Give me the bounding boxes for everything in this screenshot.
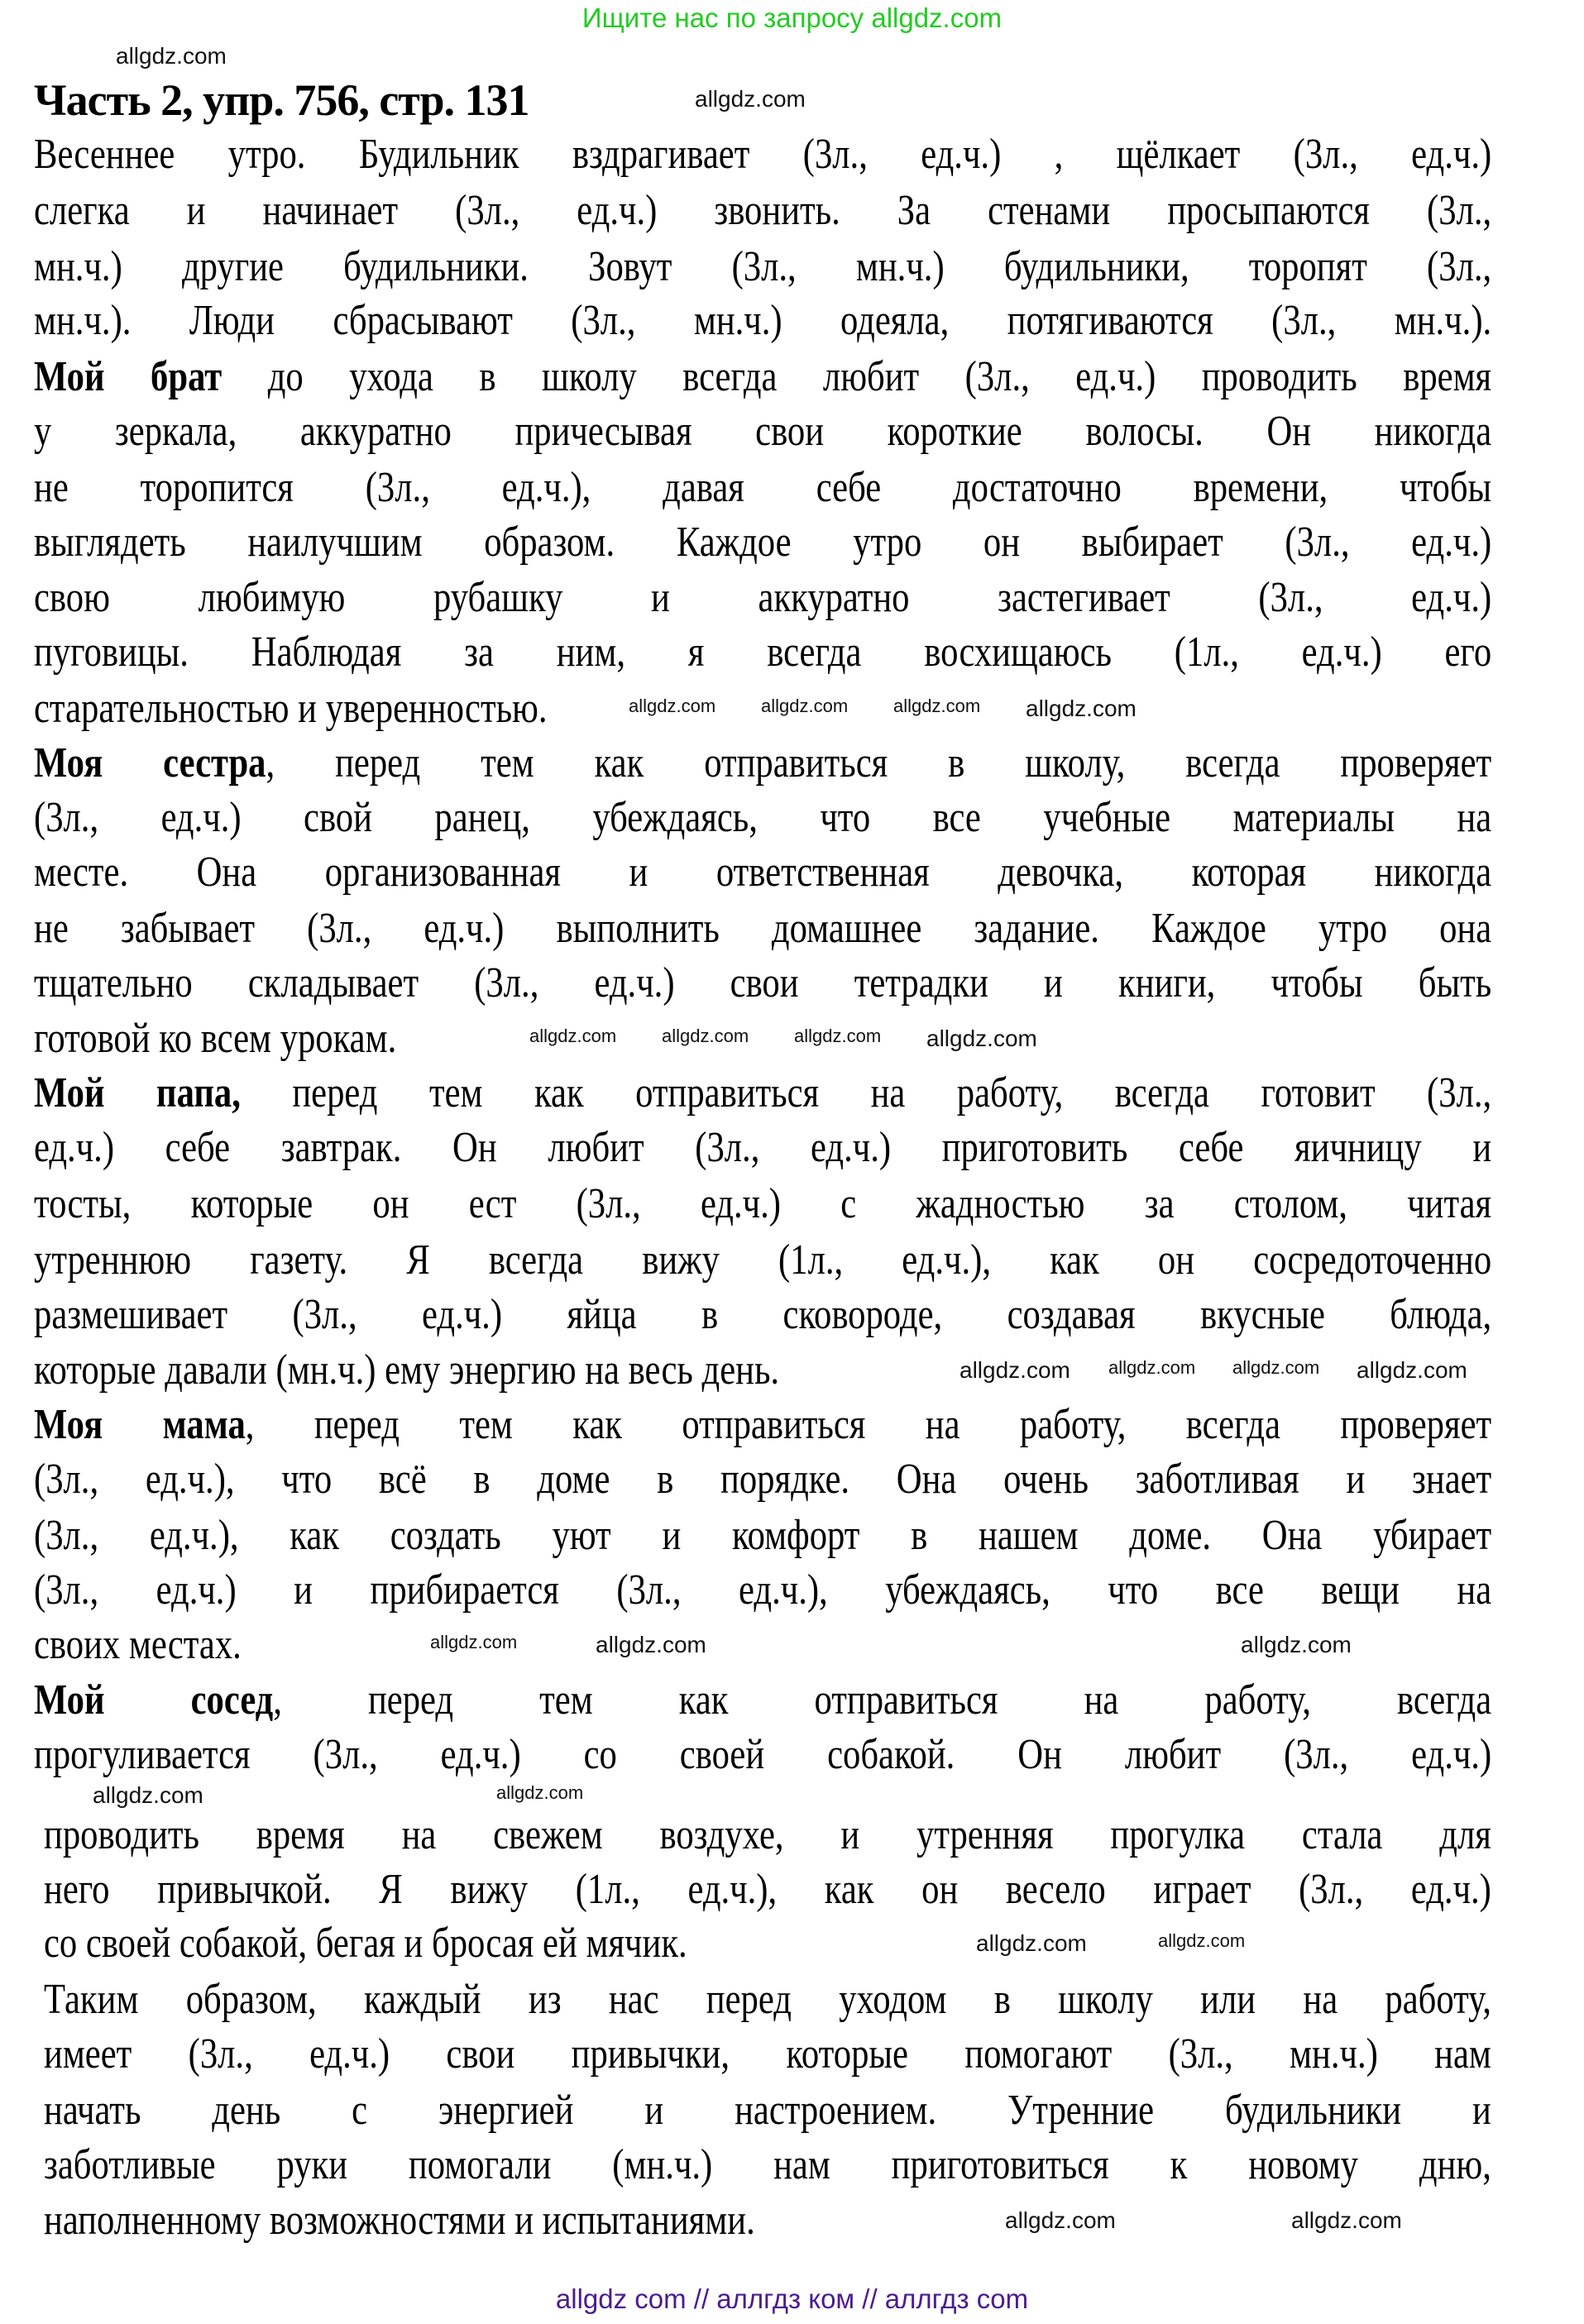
text-line xyxy=(34,1179,1491,1229)
text-line xyxy=(34,186,1491,236)
text-line xyxy=(34,1123,1491,1173)
line-text: месте. Она организованная и ответственная девочка, которая никогда xyxy=(34,849,1492,896)
line-text: до ухода в школу всегда любит (3л., ед.ч.) проводить время xyxy=(222,353,1492,400)
text-line xyxy=(34,739,1491,788)
watermark: allgdz.com xyxy=(1232,1357,1320,1378)
bold-subject: Моя сестра xyxy=(34,739,266,787)
watermark: allgdz.com xyxy=(959,1357,1070,1383)
text-line xyxy=(34,1400,1491,1450)
text-line xyxy=(34,1346,779,1395)
line-text: слегка и начинает (3л., ед.ч.) звонить. За стенами просыпаются (3л., xyxy=(34,187,1492,234)
watermark: allgdz.com xyxy=(529,1026,617,1046)
text-line xyxy=(34,1236,1491,1285)
text-line xyxy=(34,1290,1491,1340)
line-text: (3л., ед.ч.), как создать уют и комфорт в нашем доме. Она убирает xyxy=(34,1512,1492,1559)
watermark: allgdz.com xyxy=(93,1782,203,1808)
text-line xyxy=(34,1069,1491,1118)
line-text: наполненному возможностями и испытаниями. xyxy=(44,2197,755,2244)
line-text: проводить время на свежем воздухе, и утренняя прогулка стала для xyxy=(44,1811,1491,1858)
line-text: мн.ч.). Люди сбрасывают (3л., мн.ч.) одеяла, потягиваются (3л., мн.ч.). xyxy=(34,297,1492,344)
line-text: тщательно складывает (3л., ед.ч.) свои тетрадки и книги, чтобы быть xyxy=(34,959,1492,1007)
text-line xyxy=(44,1919,687,1968)
line-text: начать день с энергией и настроением. Утренние будильники и xyxy=(44,2087,1491,2134)
watermark: allgdz.com xyxy=(662,1026,749,1046)
watermark: allgdz.com xyxy=(1241,1632,1352,1657)
text-line xyxy=(34,1455,1491,1504)
line-text: не торопится (3л., ед.ч.), давая себе достаточно времени, чтобы xyxy=(34,464,1492,511)
line-text: свою любимую рубашку и аккуратно застегивает (3л., ед.ч.) xyxy=(34,574,1492,621)
watermark: allgdz.com xyxy=(761,696,849,716)
search-banner: Ищите нас по запросу allgdz.com xyxy=(581,2,1003,33)
text-line xyxy=(34,1566,1491,1615)
line-text: , перед тем как отправиться на работу, всегда проверяет xyxy=(245,1401,1492,1448)
watermark: allgdz.com xyxy=(1108,1357,1196,1378)
text-line xyxy=(34,628,1491,677)
watermark: allgdz.com xyxy=(1158,1930,1246,1951)
line-text: у зеркала, аккуратно причесывая свои короткие волосы. Он никогда xyxy=(34,408,1492,455)
text-line xyxy=(44,2140,1491,2190)
line-text: тосты, которые он ест (3л., ед.ч.) с жадностью за столом, читая xyxy=(34,1180,1492,1227)
page-title: Часть 2, упр. 756, стр. 131 xyxy=(34,75,529,125)
text-line xyxy=(34,296,1491,346)
text-line xyxy=(34,848,1491,897)
text-line xyxy=(44,1865,1491,1915)
text-line xyxy=(34,1676,1491,1725)
watermark: allgdz.com xyxy=(1357,1357,1467,1383)
watermark: allgdz.com xyxy=(430,1632,518,1652)
watermark: allgdz.com xyxy=(1005,2207,1116,2233)
line-text: (3л., ед.ч.), что всё в доме в порядке. Она очень заботливая и знает xyxy=(34,1456,1492,1503)
line-text: Весеннее утро. Будильник вздрагивает (3л., ед.ч.) , щёлкает (3л., ед.ч.) xyxy=(34,131,1492,178)
text-line xyxy=(34,684,548,734)
bold-subject: Мой сосед xyxy=(34,1676,274,1724)
watermark: allgdz.com xyxy=(926,1026,1037,1051)
footer-watermark: allgdz com // аллгдз ком // аллгдз com xyxy=(555,2283,1029,2314)
bold-subject: Моя мама xyxy=(34,1401,246,1448)
line-text: размешивает (3л., ед.ч.) яйца в сковороде, создавая вкусные блюда, xyxy=(34,1291,1492,1338)
text-line xyxy=(34,1620,242,1670)
line-text: , перед тем как отправиться на работу, всегда xyxy=(273,1676,1492,1724)
line-text: него привычкой. Я вижу (1л., ед.ч.), как он весело играет (3л., ед.ч.) xyxy=(44,1866,1491,1913)
watermark: allgdz.com xyxy=(1026,696,1137,721)
line-text: мн.ч.) другие будильники. Зовут (3л., мн.ч.) будильники, торопят (3л., xyxy=(34,243,1492,290)
watermark: allgdz.com xyxy=(596,1632,706,1657)
watermark: allgdz.com xyxy=(893,696,981,716)
line-text: заботливые руки помогали (мн.ч.) нам приготовиться к новому дню, xyxy=(44,2141,1491,2188)
watermark: allgdz.com xyxy=(976,1930,1087,1956)
text-line xyxy=(34,904,1491,954)
line-text: , перед тем как отправиться в школу, всегда проверяет xyxy=(266,739,1492,787)
line-text: утреннюю газету. Я всегда вижу (1л., ед.ч.), как он сосредоточенно xyxy=(34,1236,1492,1284)
line-text: готовой ко всем урокам. xyxy=(34,1015,397,1062)
line-text: Таким образом, каждый из нас перед уходом в школу или на работу, xyxy=(44,1976,1491,2023)
text-line xyxy=(34,1014,396,1064)
text-line xyxy=(34,518,1491,567)
text-line xyxy=(34,407,1491,457)
line-text: старательностью и уверенностью. xyxy=(34,685,548,732)
text-line xyxy=(34,352,1491,402)
text-line xyxy=(34,130,1491,179)
line-text: (3л., ед.ч.) свой ранец, убеждаясь, что все учебные материалы на xyxy=(34,794,1492,841)
text-line xyxy=(44,2196,755,2245)
text-line xyxy=(44,1810,1491,1860)
text-line xyxy=(34,1730,1491,1780)
watermark: allgdz.com xyxy=(496,1782,584,1803)
line-text: не забывает (3л., ед.ч.) выполнить домашнее задание. Каждое утро она xyxy=(34,905,1492,952)
bold-subject: Мой папа, xyxy=(34,1069,241,1117)
line-text: прогуливается (3л., ед.ч.) со своей собакой. Он любит (3л., ед.ч.) xyxy=(34,1731,1492,1778)
text-line xyxy=(34,1511,1491,1561)
watermark: allgdz.com xyxy=(794,1026,882,1046)
text-line xyxy=(44,2086,1491,2135)
line-text: своих местах. xyxy=(34,1621,242,1668)
line-text: со своей собакой, бегая и бросая ей мячик. xyxy=(44,1920,687,1967)
text-line xyxy=(44,1975,1491,2025)
line-text: имеет (3л., ед.ч.) свои привычки, которые помогают (3л., мн.ч.) нам xyxy=(44,2030,1491,2078)
text-line xyxy=(34,573,1491,623)
bold-subject: Мой брат xyxy=(34,353,223,400)
watermark: allgdz.com xyxy=(116,43,227,69)
text-line xyxy=(34,959,1491,1008)
line-text: (3л., ед.ч.) и прибирается (3л., ед.ч.), убеждаясь, что все вещи на xyxy=(34,1566,1492,1614)
line-text: ед.ч.) себе завтрак. Он любит (3л., ед.ч.) приготовить себе яичницу и xyxy=(34,1124,1492,1171)
line-text: выглядеть наилучшим образом. Каждое утро он выбирает (3л., ед.ч.) xyxy=(34,519,1492,566)
text-line xyxy=(34,242,1491,292)
line-text: перед тем как отправиться на работу, всегда готовит (3л., xyxy=(240,1069,1492,1117)
text-line xyxy=(44,2030,1491,2079)
watermark: allgdz.com xyxy=(695,86,806,112)
text-line xyxy=(34,793,1491,843)
line-text: пуговицы. Наблюдая за ним, я всегда восхищаюсь (1л., ед.ч.) его xyxy=(34,629,1492,676)
text-line xyxy=(34,463,1491,513)
watermark: allgdz.com xyxy=(629,696,716,716)
line-text: которые давали (мн.ч.) ему энергию на весь день. xyxy=(34,1346,780,1394)
watermark: allgdz.com xyxy=(1291,2207,1402,2233)
